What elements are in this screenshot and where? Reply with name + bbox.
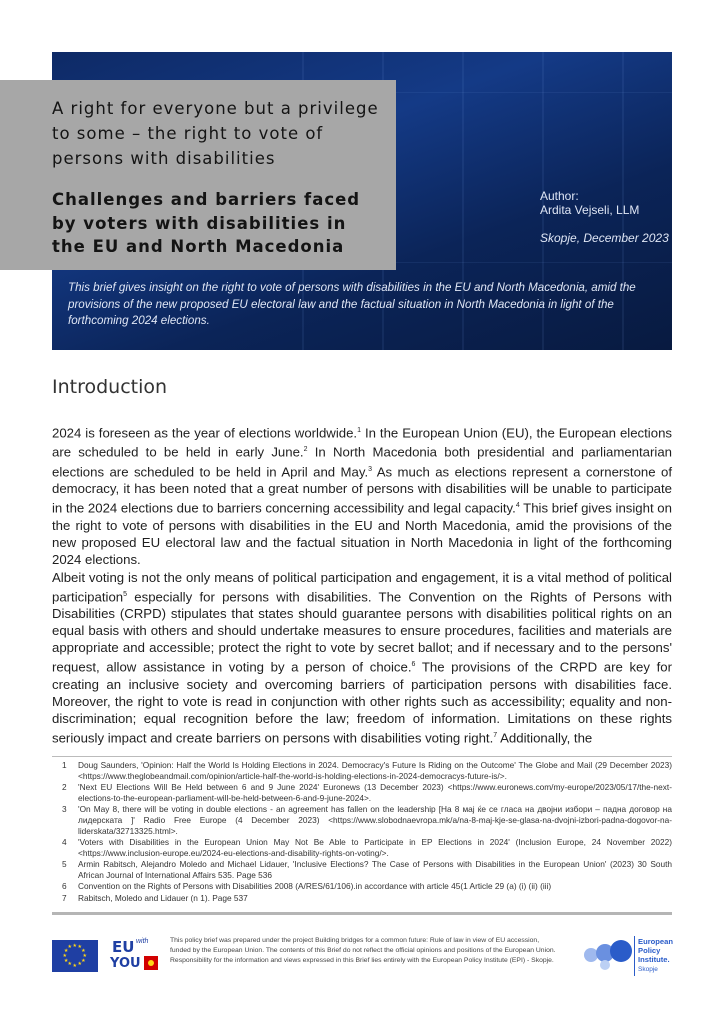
macedonia-flag-icon [144, 956, 158, 970]
footnote-number: 3 [62, 804, 67, 815]
funding-disclaimer: This policy brief was prepared under the project Building bridges for a common future: Rule of law in view of EU accession, funded by the European Union. The contents of this Brief do not reflect the official opinions and positions of the European Union. Responsibility for the information and views expressed in this Brief lies entirely with the European Policy Institute (EPI) - Skopje. [170, 937, 556, 964]
eu-star-icon: ★ [72, 962, 77, 969]
footnote-number: 2 [62, 782, 67, 793]
eu-star-icon: ★ [62, 952, 67, 959]
footnote-divider [52, 756, 672, 757]
footnote-number: 7 [62, 892, 67, 903]
intro-paragraph-2: Albeit voting is not the only means of political participation and engagement, it is a vital method of political participation$^5$ especially for persons with disabilities. The Convention on the Rights of Persons with Disabilities (CRPD) stipulates that states should guarantee persons with disabilities political rights on an equal basis with others and should undertake measures to ensure procedures, facilities and materials are appropriate and accessible; protect the right to vote by secret ballot; and if necessary and to the persons' request, allow assistance in voting by a person of choice.$^6$ The provisions of the CRPD are key for creating an inclusive society and overcoming barriers of participation persons with disabilities face. Moreover, the right to vote is read in conjunction with other rights such as accessibility; equality and non-discrimination; equal recognition before the law; freedom of information. Limitations on these rights seriously impact and create barriers on persons with disabilities voting right.$^7$ Additionally, the [52, 570, 672, 746]
eu-star-icon: ★ [77, 961, 82, 968]
eu-with-you-logo [106, 936, 162, 976]
footnote-number: 5 [62, 859, 67, 870]
eu-star-icon: ★ [82, 952, 87, 959]
eu-flag-logo [52, 940, 98, 972]
footnote-item [52, 859, 672, 881]
footnote-item [52, 782, 672, 804]
footnote-list [52, 760, 672, 904]
eu-star-icon: ★ [63, 947, 69, 954]
eu-star-icon: ★ [67, 961, 72, 968]
eu-star-icon: ★ [67, 943, 72, 950]
footnote-ref[interactable]: 5 [123, 591, 128, 598]
section-heading-introduction: Introduction [52, 376, 168, 398]
epi-logo [580, 936, 674, 976]
footnote-item [52, 893, 672, 904]
footnote-number: 1 [62, 760, 67, 770]
footnote-item [52, 881, 672, 892]
footer-divider [52, 912, 672, 915]
footnote-number: 4 [62, 837, 67, 848]
epi-logo-city: Skopje [638, 966, 658, 973]
footnote-ref[interactable]: 1 [357, 427, 362, 434]
footnote-text: 'On May 8, there will be voting in double elections - an agreement has fallen on the leadership [На 8 мај ќе се гласа на двојни избори – падна договор на лидерската ]' Radio Free Europe (4 December 2023) <https://www.slobodnaevropa.mk/a/na-8-maj-kje-se-glasa-na-dvojni-izbori-padna-dogovor-na-liderskata/32713325.html>. [78, 804, 672, 836]
footnote-ref[interactable]: 7 [493, 731, 498, 739]
epi-logo-divider [634, 936, 635, 976]
footnote-ref[interactable]: 2 [303, 446, 308, 454]
author-name: Ardita Vejseli, LLM [540, 203, 640, 217]
epi-logo-name: European Policy Institute. [638, 937, 674, 964]
document-title: A right for everyone but a privilege to some – the right to vote of persons with disabilities [52, 99, 379, 168]
author-label: Author: [540, 189, 579, 203]
eu-star-icon: ★ [72, 942, 77, 949]
eu-star-icon: ★ [77, 943, 82, 950]
eu-with-you-logo-you: YOU [110, 956, 141, 971]
intro-paragraph-1: 2024 is foreseen as the year of elections worldwide.$^1$ In the European Union (EU), the European elections are scheduled to be held in early June.$^2$ In North Macedonia both presidential and parliamentarian elections are scheduled to be held in April and May.$^3$ As much as elections represent a cornerstone of democracy, it has been noted that a great number of persons with disabilities will be unable to participate in the 2024 elections due to barriers concerning accessibility and legal capacity.$^4$ This brief gives insight on the right to vote of persons with disabilities in the EU and North Macedonia, amid the provisions of the new proposed EU electoral law and the factual situation in North Macedonia in light of the forthcoming 2024 elections. [52, 425, 672, 567]
footnote-text: Convention on the Rights of Persons with Disabilities 2008 (A/RES/61/106).in accordance with article 45(1 Article 29 (a) (i) (ii) (iii) [78, 881, 552, 892]
place-date: Skopje, December 2023 [540, 231, 669, 245]
footnote-text: Doug Saunders, 'Opinion: Half the World Is Holding Elections in 2024. Democracy's Future Is Riding on the Outcome' The Globe and Mail (29 December 2023) <https://www.theglobeandmail.com/opinion/article-half-the-world-is-holding-elections-in-2024-democracys-future-is/>. [78, 760, 672, 781]
eu-star-icon: ★ [81, 947, 86, 954]
footnote-item [52, 837, 672, 859]
eu-with-you-logo-eu: EU [112, 938, 135, 956]
footnote-ref[interactable]: 4 [515, 502, 520, 510]
footnote-text: Rabitsch, Moledo and Lidauer (n 1). Page 537 [78, 892, 248, 903]
document-subtitle: Challenges and barriers faced by voters with disabilities in the EU and North Macedonia [52, 190, 361, 256]
footnote-ref[interactable]: 6 [411, 661, 416, 669]
footnote-text: 'Voters with Disabilities in the European Union May Not Be Able to Participate in EP Elections in 2024' (Inclusion Europe, 24 November 2022) <https://www.inclusion-europe.eu/2024-eu-elections-and-disability-rights-on-voting/>. [78, 837, 672, 858]
eu-star-icon: ★ [63, 957, 69, 964]
footnote-ref[interactable]: 3 [368, 465, 373, 473]
footnote-item [52, 760, 672, 782]
footnote-text: 'Next EU Elections Will Be Held between 6 and 9 June 2024' Euronews (13 December 2023) <https://www.euronews.com/my-europe/2023/05/17/the-next-elections-to-the-european-parliament-will-be-held-between-6-and-9-june-2024>. [78, 782, 672, 803]
eu-star-icon: ★ [81, 957, 86, 964]
footnote-number: 6 [62, 881, 67, 892]
banner-abstract: This brief gives insight on the right to vote of persons with disabilities in the EU and North Macedonia, amid the provisions of the new proposed EU electoral law and the factual situation in North Macedonia in light of the forthcoming 2024 elections. [68, 281, 636, 328]
footnote-text: Armin Rabitsch, Alejandro Moledo and Michael Lidauer, 'Inclusive Elections? The Case of Persons with Disabilities in the European Union' (2023) 30 South African Journal of International Affairs 535. Page 536 [78, 859, 672, 880]
footnote-item [52, 804, 672, 836]
eu-with-you-logo-with: with [136, 938, 149, 945]
